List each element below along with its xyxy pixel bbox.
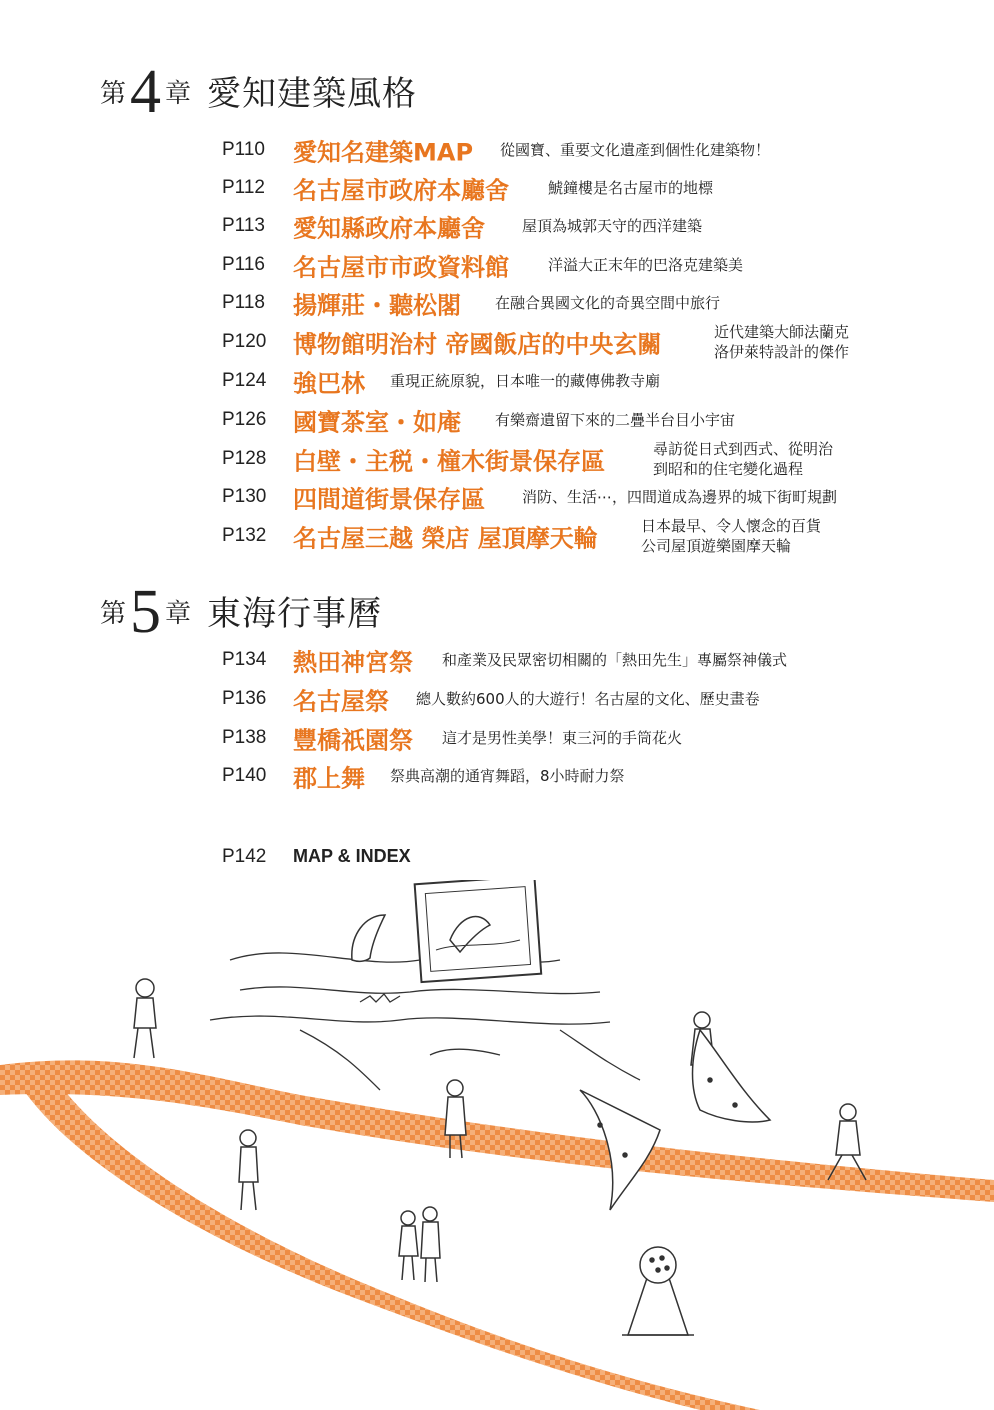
- festival-illustration: [0, 880, 994, 1410]
- toc-page-number: P118: [222, 292, 265, 313]
- chapter-number: 4: [130, 58, 162, 126]
- toc-entry[interactable]: [0, 681, 994, 717]
- chapter-title: 愛知建築風格: [207, 73, 418, 114]
- toc-page-number: P138: [222, 727, 267, 748]
- toc-entry[interactable]: [0, 402, 994, 438]
- chapter-5-heading: [100, 578, 383, 646]
- chapter-title: 東海行事曆: [207, 593, 383, 634]
- toc-description: 近代建築大師法蘭克 洛伊萊特設計的傑作: [714, 323, 850, 361]
- planetarium-icon: [622, 1247, 694, 1335]
- toc-page-number: P124: [222, 370, 267, 391]
- toc-title: 名古屋祭: [293, 687, 389, 716]
- toc-description: 這才是男性美學！東三河的手筒花火: [442, 729, 683, 747]
- toc-page-number: P110: [222, 139, 265, 160]
- toc-description: 有樂齋遺留下來的二疊半台目小宇宙: [495, 411, 736, 429]
- toc-description: 從國寶、重要文化遺產到個性化建築物！: [500, 141, 771, 159]
- chapter-prefix: 第: [100, 598, 127, 629]
- toc-page-number: P136: [222, 688, 267, 709]
- toc-page-number: P140: [222, 765, 267, 786]
- index-page-number: P142: [222, 846, 267, 867]
- toc-page-number: P128: [222, 448, 267, 469]
- toc-title: 名古屋三越 榮店 屋頂摩天輪: [293, 524, 598, 553]
- toc-entry[interactable]: [0, 208, 994, 244]
- toc-entry[interactable]: [0, 285, 994, 321]
- toc-title: 國寶茶室・如庵: [293, 408, 461, 437]
- toc-title: 豐橋祇園祭: [293, 726, 413, 755]
- toc-title: 愛知縣政府本廳舍: [293, 214, 485, 243]
- person-icon: [239, 1130, 258, 1210]
- toc-title: 名古屋市政府本廳舍: [293, 176, 509, 205]
- toc-page-number: P130: [222, 486, 267, 507]
- chapter-number: 5: [130, 578, 162, 646]
- toc-description: 和產業及民眾密切相關的「熱田先生」專屬祭神儀式: [442, 651, 788, 669]
- toc-page-number: P116: [222, 254, 265, 275]
- toc-entry[interactable]: [0, 132, 994, 168]
- person-icon: [399, 1211, 418, 1280]
- toc-description: 消防、生活⋯，四間道成為邊界的城下街町規劃: [522, 488, 838, 506]
- toc-description: 日本最早、令人懷念的百貨 公司屋頂遊樂園摩天輪: [641, 517, 822, 555]
- chapter-suffix: 章: [165, 598, 192, 629]
- toc-page-number: P112: [222, 177, 265, 198]
- toc-title: 四間道街景保存區: [293, 485, 485, 514]
- person-icon: [134, 979, 156, 1058]
- toc-entry[interactable]: [0, 441, 994, 477]
- dolphin-icon: [352, 915, 385, 961]
- toc-entry[interactable]: [0, 720, 994, 756]
- chapter-prefix: 第: [100, 78, 127, 109]
- toc-description: 尋訪從日式到西式、從明治 到昭和的住宅變化過程: [653, 440, 834, 478]
- toc-page-number: P120: [222, 331, 267, 352]
- toc-entry[interactable]: [0, 642, 994, 678]
- toc-description: 屋頂為城郭天守的西洋建築: [522, 217, 703, 235]
- toc-entry[interactable]: [0, 324, 994, 360]
- toc-title: 博物館明治村 帝國飯店的中央玄關: [293, 330, 662, 359]
- person-icon: [421, 1207, 440, 1282]
- toc-entry[interactable]: [0, 479, 994, 515]
- chapter-suffix: 章: [165, 78, 192, 109]
- toc-description: 祭典高潮的通宵舞蹈，8小時耐力祭: [390, 767, 625, 785]
- chapter-4-heading: [100, 58, 418, 126]
- toc-page-number: P134: [222, 649, 267, 670]
- toc-description: 洋溢大正末年的巴洛克建築美: [548, 256, 744, 274]
- toc-title: 名古屋市市政資料館: [293, 253, 509, 282]
- toc-entry[interactable]: [0, 518, 994, 554]
- constellation-figures: [580, 1030, 770, 1210]
- toc-title: 郡上舞: [293, 764, 365, 793]
- toc-title: 強巴林: [293, 369, 365, 398]
- toc-title: 愛知名建築MAP: [293, 138, 474, 167]
- toc-title: 揚輝莊・聽松閣: [293, 291, 461, 320]
- toc-title: 白壁・主税・橦木街景保存區: [293, 447, 605, 476]
- toc-title: 熱田神宮祭: [293, 648, 413, 677]
- toc-page-number: P113: [222, 215, 265, 236]
- toc-entry[interactable]: [0, 170, 994, 206]
- index-title[interactable]: MAP & INDEX: [293, 846, 411, 866]
- toc-page-number: P126: [222, 409, 267, 430]
- toc-description: 鯱鐘樓是名古屋市的地標: [548, 179, 714, 197]
- toc-entry[interactable]: [0, 363, 994, 399]
- toc-description: 在融合異國文化的奇異空間中旅行: [495, 294, 721, 312]
- tv-screen-icon: [415, 880, 542, 982]
- toc-description: 重現正統原貌，日本唯一的藏傳佛教寺廟: [390, 372, 661, 390]
- toc-page-number: P132: [222, 525, 267, 546]
- toc-description: 總人數約600人的大遊行！名古屋的文化、歷史畫卷: [416, 690, 760, 708]
- toc-entry[interactable]: [0, 758, 994, 794]
- toc-entry[interactable]: [0, 247, 994, 283]
